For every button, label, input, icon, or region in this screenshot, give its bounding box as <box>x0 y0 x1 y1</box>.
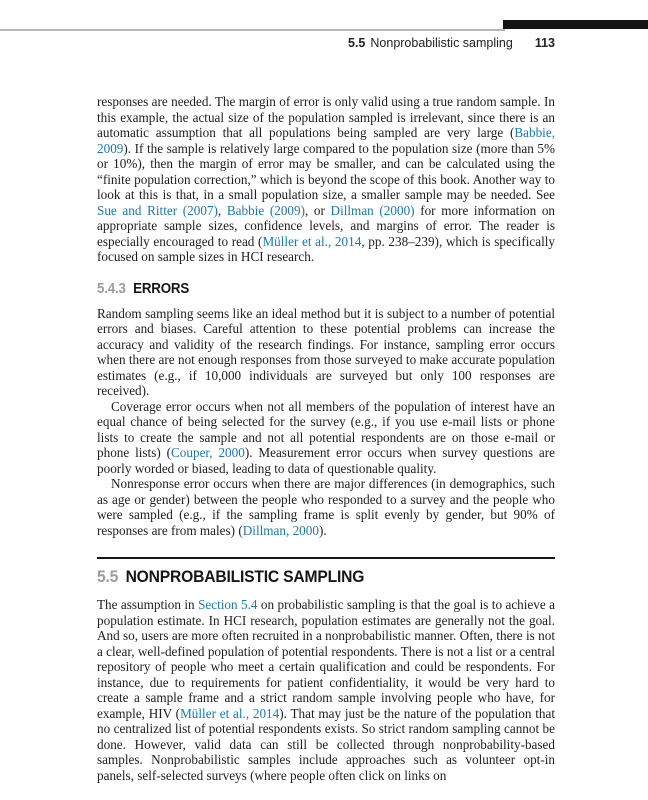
subsection-heading-errors <box>97 281 518 297</box>
text-run: , pp. 238–239), which is specifically focused on sample sizes in HCI research. <box>97 233 555 264</box>
paragraph-random-sampling-errors <box>97 306 555 399</box>
running-header-section-title: Nonprobabilistic sampling <box>370 36 513 50</box>
text-run: responses are needed. The margin of error is only valid using a true random sample. In this example, the actual size of the population sampled is irrelevant, since there is an automatic assumption that all populations being sampled are very large ( <box>97 94 555 140</box>
header-accent-bar <box>503 20 648 29</box>
text-run: ). That may just be the nature of the population that no centralized list of potential respondents exists. So strict random sampling cannot be done. However, valid data can still be collected through nonprobability-based samples. Nonprobabilistic samples include approaches such as volunteer opt-in panels, self-selected surveys (where people often click on links on <box>97 705 555 783</box>
paragraph-coverage-error <box>97 399 555 477</box>
text-run: , <box>217 202 227 218</box>
section-heading-title: NONPROBABILISTIC SAMPLING <box>125 567 365 586</box>
text-run: , or <box>305 202 331 218</box>
text-run: ). Measurement error occurs when survey questions are poorly worded or biased, leading to data of questionable quality. <box>97 445 555 476</box>
page-content <box>97 94 555 783</box>
citation-link[interactable]: Müller et al., 2014 <box>180 705 280 721</box>
running-header-section-number: 5.5 <box>348 36 366 50</box>
section-divider-rule <box>97 557 555 559</box>
text-run: on probabilistic sampling is that the goal is to achieve a population estimate. In HCI research, population estimates are generally not the goal. And so, users are more often recruited in a nonprobabilistic manner. Often, there is not a clear, well-defined population of potential respondents. There is not a list or a central repository of people who meet a certain qualification and could be respondents. For instance, due to requirements for patient confidentiality, it would be very hard to create a sample frame and a strict random sample involving people who have, for example, HIV ( <box>97 597 555 721</box>
text-run: Coverage error occurs when not all members of the population of interest have an equal chance of being selected for the survey (e.g., if you use e-mail lists or phone lists to create the sample and not all potential respondents are on those e-mail or phone lists) ( <box>97 398 555 460</box>
paragraph-nonprobabilistic-intro <box>97 597 555 783</box>
text-run: for more information on appropriate sample sizes, confidence levels, and margins of error. The reader is especially encouraged to read ( <box>97 202 556 249</box>
header-rule <box>0 29 505 31</box>
text-run: Random sampling seems like an ideal method but it is subject to a number of potential errors and biases. Careful attention to these potential problems can increase the accuracy and validity of the research findings. For instance, sampling error occurs when there are not enough responses from those surveyed to make accurate population estimates (e.g., if 10,000 individuals are surveyed but only 100 responses are received). <box>97 305 555 398</box>
citation-link[interactable]: Babbie (2009) <box>226 202 305 218</box>
page-number: 113 <box>534 36 555 50</box>
running-header <box>0 36 555 50</box>
citation-link[interactable]: Dillman (2000) <box>330 202 415 218</box>
citation-link[interactable]: Müller et al., 2014 <box>262 233 362 249</box>
citation-link[interactable]: Section 5.4 <box>198 597 258 612</box>
text-run: Nonresponse error occurs when there are major differences (in demographics, such as age or gender) between the people who responded to a survey and the people who were sampled (e.g., if the sampling frame is split evenly by gender, but 90% of responses are from males) ( <box>97 476 555 538</box>
citation-link[interactable]: Sue and Ritter (2007) <box>97 202 218 218</box>
section-heading-nonprobabilistic-sampling <box>97 567 518 587</box>
citation-link[interactable]: Dillman, 2000 <box>242 522 319 538</box>
text-run: The assumption in <box>97 597 199 612</box>
citation-link[interactable]: Couper, 2000 <box>171 445 245 460</box>
text-run: ). <box>318 522 327 538</box>
subsection-heading-number: 5.4.3 <box>97 280 126 297</box>
paragraph-margin-of-error <box>97 94 555 265</box>
paragraph-nonresponse-error <box>97 476 555 538</box>
citation-link[interactable]: Babbie, 2009 <box>97 125 555 156</box>
subsection-heading-title: ERRORS <box>133 280 190 297</box>
section-heading-number: 5.5 <box>97 567 119 586</box>
text-run: ). If the sample is relatively large compared to the population size (more than 5% or 10%), then the margin of error may be smaller, and can be calculated using the “finite population correction,” which is beyond the scope of this book. Another way to look at this is that, in a small population size, a smaller sample may be needed. See <box>97 140 555 202</box>
